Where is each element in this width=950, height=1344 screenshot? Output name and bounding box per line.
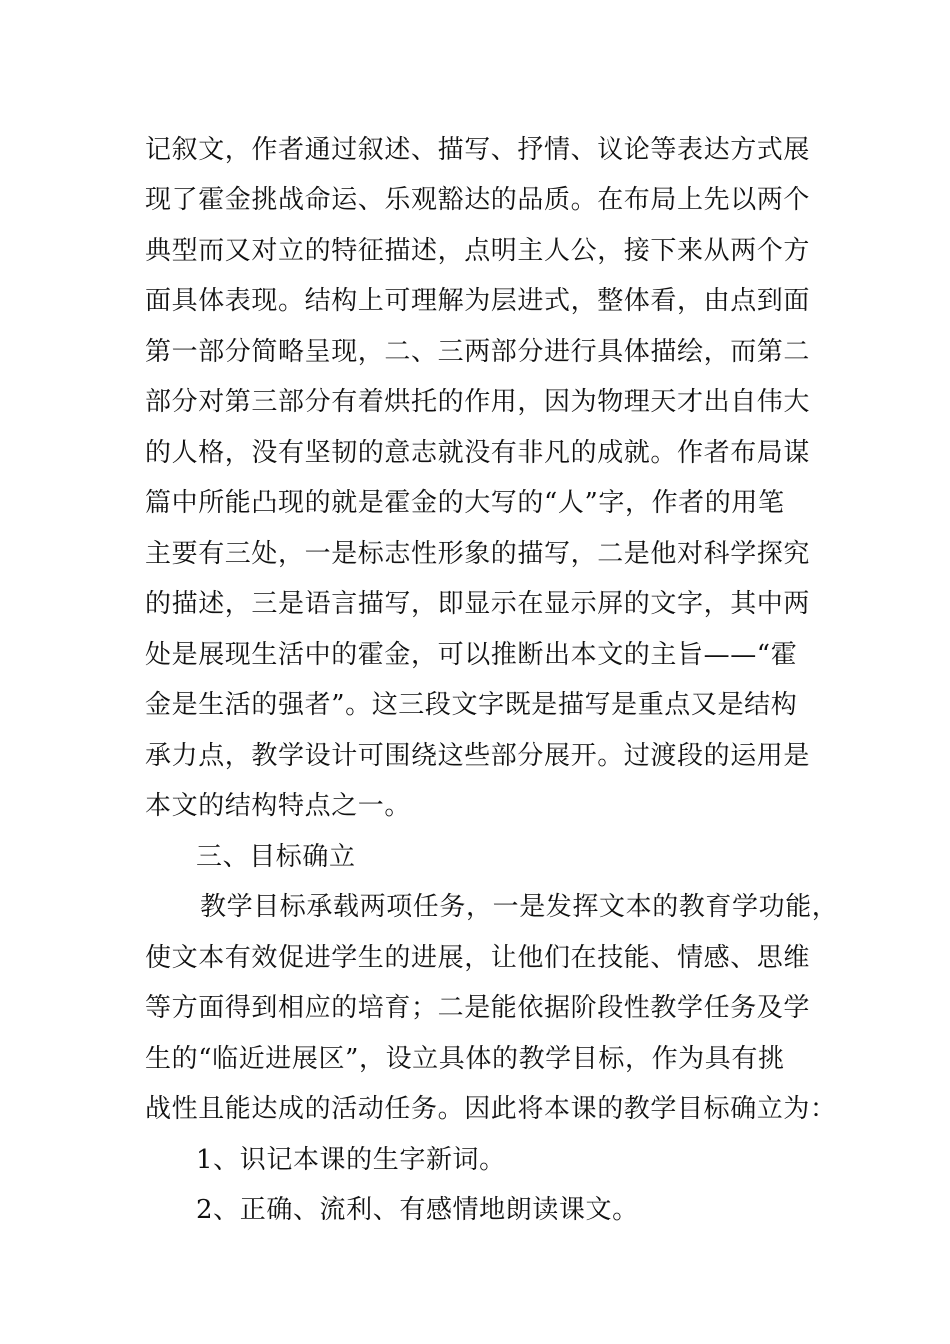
body-text-line: 的描述，三是语言描写，即显示在显示屏的文字，其中两 [145,589,811,619]
body-text-line: 部分对第三部分有着烘托的作用，因为物理天才出自伟大 [145,387,811,417]
body-text-line: 记叙文，作者通过叙述、描写、抒情、议论等表达方式展 [145,135,811,165]
body-text-line: 等方面得到相应的培育；二是能依据阶段性教学任务及学 [145,993,811,1023]
body-text-line: 处是展现生活中的霍金，可以推断出本文的主旨——“霍 [145,640,798,670]
body-text-line: 篇中所能凸现的就是霍金的大写的“人”字，作者的用笔 [145,488,785,518]
list-item: 2、正确、流利、有感情地朗读课文。 [196,1195,639,1225]
body-text-line: 面具体表现。结构上可理解为层进式，整体看，由点到面 [145,286,811,316]
body-text-line: 本文的结构特点之一。 [145,791,412,821]
body-text-line: 生的“临近进展区”，设立具体的教学目标，作为具有挑 [145,1044,785,1074]
list-item: 1、识记本课的生字新词。 [196,1145,506,1175]
body-text-line: 金是生活的强者”。这三段文字既是描写是重点又是结构 [145,690,798,720]
body-text-line: 战性且能达成的活动任务。因此将本课的教学目标确立为： [145,1094,837,1124]
body-text-line: 的人格，没有坚韧的意志就没有非凡的成就。作者布局谋 [145,438,811,468]
body-text-line: 主要有三处，一是标志性形象的描写，二是他对科学探究 [145,539,811,569]
body-text-line: 承力点，教学设计可围绕这些部分展开。过渡段的运用是 [145,741,811,771]
body-text-line: 典型而又对立的特征描述，点明主人公，接下来从两个方 [145,236,811,266]
section-heading: 三、目标确立 [196,842,356,872]
body-text-line: 第一部分简略呈现，二、三两部分进行具体描绘，而第二 [145,337,811,367]
body-text-line: 教学目标承载两项任务，一是发挥文本的教育学功能， [200,892,839,922]
body-text-line: 现了霍金挑战命运、乐观豁达的品质。在布局上先以两个 [145,185,811,215]
body-text-line: 使文本有效促进学生的进展，让他们在技能、情感、思维 [145,943,811,973]
